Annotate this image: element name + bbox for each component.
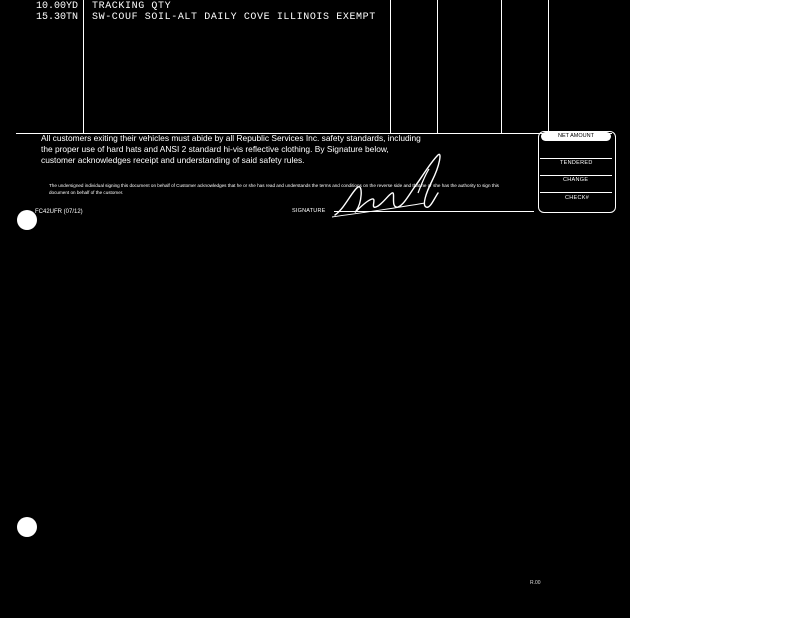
handwritten-signature: [330, 143, 470, 223]
table-column-rule: [548, 0, 549, 134]
table-column-rule: [390, 0, 391, 134]
table-column-rule: [83, 0, 84, 134]
totals-divider: [540, 158, 612, 159]
change-label: CHANGE: [563, 177, 589, 183]
terms-fine-print: The undersigned individual signing this document on behalf of Customer acknowledges that he or she has read and understands the terms and conditions on the reverse side and that he or she has the authority to sign this document on behalf of the customer.: [49, 183, 499, 195]
safety-notice: All customers exiting their vehicles must abide by all Republic Services Inc. safety standards, including the proper use of hard hats and ANSI 2 standard hi-vis reflective clothing. By Signature below, customer acknowledges receipt and understanding of said safety rules.: [41, 133, 421, 165]
totals-divider: [540, 175, 612, 176]
net-amount-label: NET AMOUNT: [541, 132, 611, 141]
table-column-rule: [437, 0, 438, 134]
line-item-description: SW-COUF SOIL-ALT DAILY COVE ILLINOIS EXEMPT: [92, 12, 376, 23]
line-item-qty: 15.30: [36, 12, 67, 23]
line-item-unit: YD: [66, 1, 79, 12]
binder-hole: [17, 517, 37, 537]
binder-hole: [17, 210, 37, 230]
form-number: FC42UFR (07/12): [35, 209, 83, 215]
table-column-rule: [501, 0, 502, 134]
line-item-qty: 10.00: [36, 1, 67, 12]
line-item-unit: TN: [66, 12, 79, 23]
check-number-label: CHECK#: [565, 195, 590, 201]
totals-divider: [540, 192, 612, 193]
signature-label: SIGNATURE: [292, 208, 326, 214]
tendered-label: TENDERED: [560, 160, 593, 166]
line-item-description: TRACKING QTY: [92, 1, 172, 12]
corner-stamp: R.00: [530, 580, 541, 586]
